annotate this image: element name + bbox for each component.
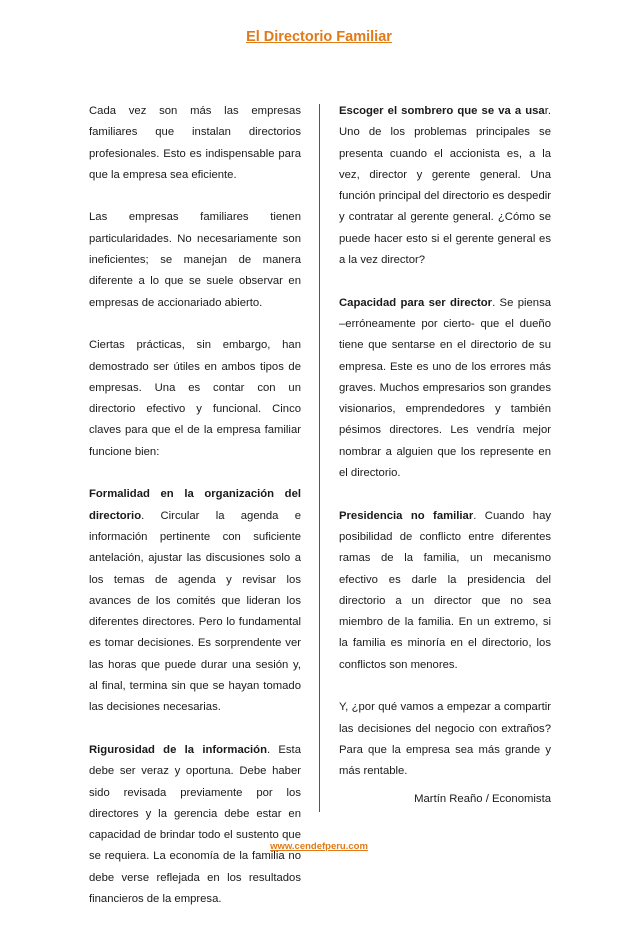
author-signature: Martín Reaño / Economista bbox=[414, 793, 551, 805]
paragraph-lead: Presidencia no familiar bbox=[339, 509, 474, 522]
paragraph-lead: Rigurosidad de la información bbox=[89, 743, 267, 756]
paragraph-body: . Se piensa –erróneamente por cierto- que el dueño tiene que sentarse en el directorio de su empresa. Este es uno de los errores más graves. Muchos empresarios son grandes visionarios, emprendedores y también pésimos directores. Les vendría mejor nombrar a alguien que los represente en el directorio. bbox=[339, 296, 551, 480]
paragraph-body: . Circular la agenda e información pertinente con suficiente antelación, ajustar las discusiones solo a los temas de agenda y revisar los avances de los comités que lideran los diferentes directores. Pero lo fundamental es tomar decisiones. Es sorprendente ver las horas que puede durar una sesión y, al final, termina sin que se hayan tomado las decisiones necesarias. bbox=[89, 509, 301, 714]
column-divider bbox=[319, 104, 320, 812]
footer-link[interactable]: www.cendefperu.com bbox=[270, 841, 368, 852]
paragraph bbox=[339, 293, 551, 485]
paragraph-body: . Cuando hay posibilidad de conflicto entre diferentes ramas de la familia, un mecanismo efectivo es darle la presidencia del directorio a un director que no sea miembro de la familia. En un extremo, si la familia es minoría en el directorio, los conflictos son menores. bbox=[339, 509, 552, 671]
right-column bbox=[339, 101, 551, 804]
paragraph bbox=[339, 101, 551, 271]
paragraph bbox=[89, 740, 301, 910]
paragraph: Las empresas familiares tienen particularidades. No necesariamente son ineficientes; se manejan de manera diferente a lo que se suele observar en empresas de accionariado abierto. bbox=[89, 211, 301, 309]
paragraph: Cada vez son más las empresas familiares que instalan directorios profesionales. Esto es indispensable para que la empresa sea eficiente. bbox=[89, 105, 301, 181]
paragraph-lead: Formalidad en la organización del directorio bbox=[89, 488, 301, 522]
paragraph bbox=[89, 484, 301, 718]
page-title: El Directorio Familiar bbox=[246, 29, 392, 45]
paragraph bbox=[339, 506, 551, 676]
paragraph-body: r. Uno de los problemas principales se presenta cuando el accionista es, a la vez, director y gerente general. Una función principal del directorio es despedir y contratar al gerente general. ¿Cómo se puede hacer esto si el gerente general es a la vez director? bbox=[339, 105, 551, 267]
paragraph-body: . Esta debe ser veraz y oportuna. Debe haber sido revisada previamente por los directores y la gerencia debe estar en capacidad de brindar todo el sustento que se requiera. La economía de la familia no debe verse reflejada en los resultados financieros de la empresa. bbox=[89, 743, 301, 905]
paragraph: Y, ¿por qué vamos a empezar a compartir las decisiones del negocio con extraños? Para que la empresa sea más grande y más rentable. bbox=[339, 701, 551, 778]
paragraph-lead: Escoger el sombrero que se va a usa bbox=[339, 105, 545, 117]
paragraph: Ciertas prácticas, sin embargo, han demostrado ser útiles en ambos tipos de empresas. Una es contar con un directorio efectivo y funcional. Cinco claves para que el de la empresa familiar funcione bien: bbox=[89, 339, 301, 458]
left-column bbox=[89, 101, 301, 932]
paragraph-lead: Capacidad para ser director bbox=[339, 296, 493, 309]
